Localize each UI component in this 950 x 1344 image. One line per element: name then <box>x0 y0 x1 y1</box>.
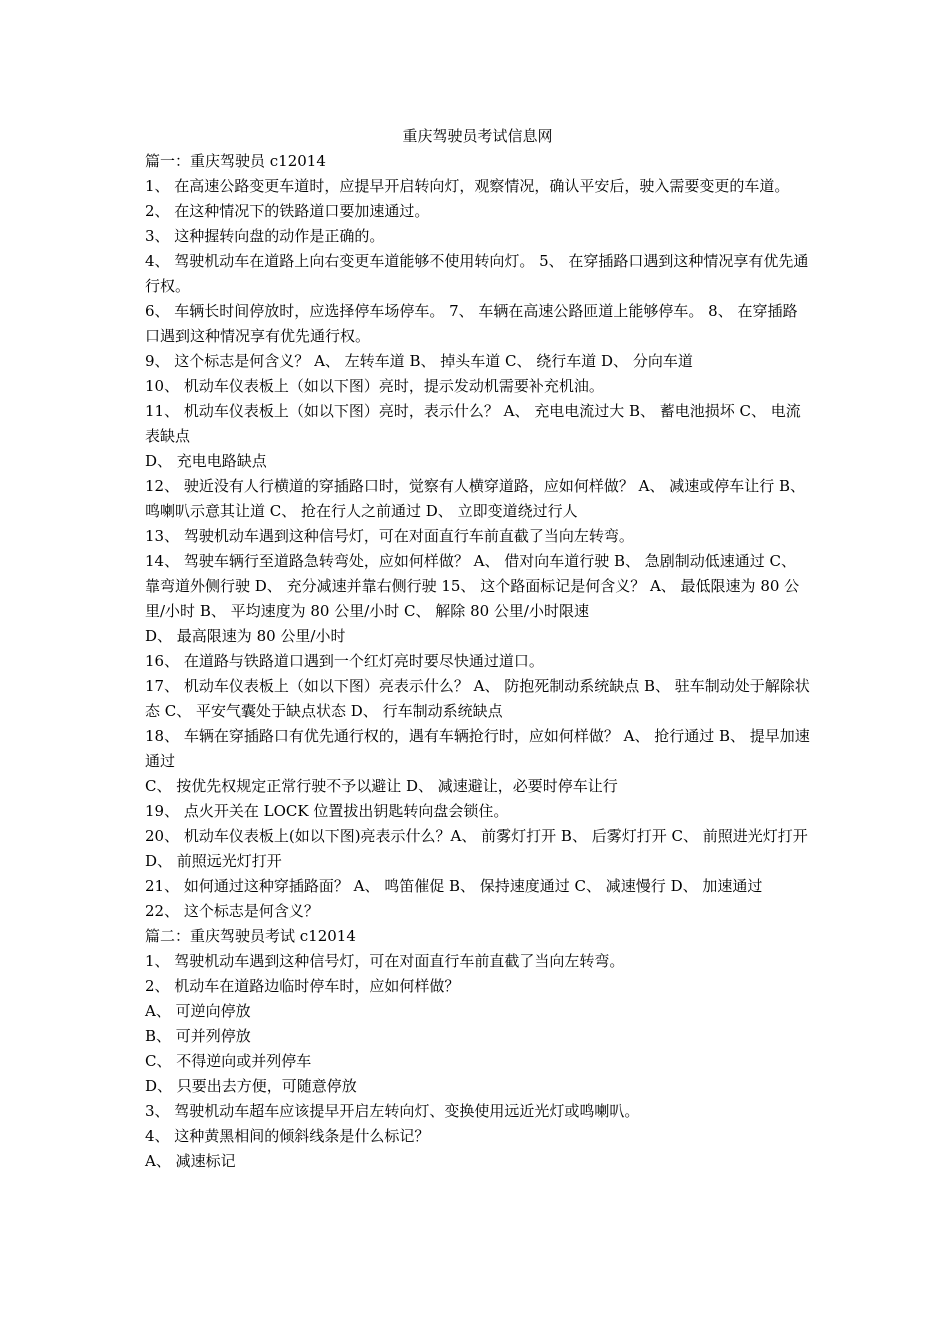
paragraph: D、 只要出去方便，可随意停放 <box>145 1077 357 1095</box>
paragraph: 1、 驾驶机动车遇到这种信号灯，可在对面直行车前直截了当向左转弯。 <box>145 952 625 970</box>
paragraph: 16、 在道路与铁路道口遇到一个红灯亮时要尽快通过道口。 <box>145 652 544 670</box>
paragraph: D、 最高限速为 80 公里/小时 <box>145 627 346 645</box>
paragraph: 13、 驾驶机动车遇到这种信号灯，可在对面直行车前直截了当向左转弯。 <box>145 527 634 545</box>
paragraph: 19、 点火开关在 LOCK 位置拔出钥匙转向盘会锁住。 <box>145 802 509 820</box>
paragraph: C、 不得逆向或并列停车 <box>145 1052 312 1070</box>
paragraph: 20、 机动车仪表板上(如以下图)亮表示什么？A、 前雾灯打开 B、 后雾灯打开 C、 前照进光灯打开 D、 前照远光灯打开 <box>145 827 808 870</box>
paragraph: B、 可并列停放 <box>145 1027 251 1045</box>
document-body <box>145 149 810 1174</box>
paragraph: A、 可逆向停放 <box>145 1002 251 1020</box>
paragraph: 14、 驾驶车辆行至道路急转弯处，应如何样做？ A、 借对向车道行驶 B、 急剧制动低速通过 C、 靠弯道外侧行驶 D、 充分减速并靠右侧行驶 15、 这个路面标记是何含义？ A、 最低限速为 80 公里/小时 B、 平均速度为 80 公里/小时 C、 解除 80 公里/小时限速 <box>145 552 800 620</box>
paragraph: 11、 机动车仪表板上（如以下图）亮时，表示什么？ A、 充电电流过大 B、 蓄电池损坏 C、 电流表缺点 <box>145 402 801 445</box>
document-title: 重庆驾驶员考试信息网 <box>402 127 553 145</box>
paragraph: 1、 在高速公路变更车道时，应提早开启转向灯，观察情况，确认平安后，驶入需要变更的车道。 <box>145 177 790 195</box>
paragraph: 12、 驶近没有人行横道的穿插路口时，觉察有人横穿道路，应如何样做？ A、 减速或停车让行 B、 鸣喇叭示意其让道 C、 抢在行人之前通过 D、 立即变道绕过行人 <box>145 477 806 520</box>
paragraph: 2、 在这种情况下的铁路道口要加速通过。 <box>145 202 430 220</box>
paragraph: 9、 这个标志是何含义？ A、 左转车道 B、 掉头车道 C、 绕行车道 D、 分向车道 <box>145 352 693 370</box>
paragraph: 21、 如何通过这种穿插路面？ A、 鸣笛催促 B、 保持速度通过 C、 减速慢行 D、 加速通过 <box>145 877 763 895</box>
paragraph: 3、 驾驶机动车超车应该提早开启左转向灯、变换使用远近光灯或鸣喇叭。 <box>145 1102 640 1120</box>
paragraph: 6、 车辆长时间停放时，应选择停车场停车。 7、 车辆在高速公路匝道上能够停车。 8、 在穿插路口遇到这种情况享有优先通行权。 <box>145 302 798 345</box>
paragraph: D、 充电电路缺点 <box>145 452 267 470</box>
paragraph: 2、 机动车在道路边临时停车时，应如何样做？ <box>145 977 460 995</box>
paragraph: C、 按优先权规定正常行驶不予以避让 D、 减速避让，必要时停车让行 <box>145 777 618 795</box>
document-page <box>145 124 810 1174</box>
paragraph: 22、 这个标志是何含义？ <box>145 902 319 920</box>
paragraph: 篇一：重庆驾驶员 c12014 <box>145 152 326 170</box>
paragraph: 篇二：重庆驾驶员考试 c12014 <box>145 927 356 945</box>
paragraph: 4、 驾驶机动车在道路上向右变更车道能够不使用转向灯。 5、 在穿插路口遇到这种情况享有优先通行权。 <box>145 252 809 295</box>
paragraph: 4、 这种黄黑相间的倾斜线条是什么标记？ <box>145 1127 430 1145</box>
paragraph: 17、 机动车仪表板上（如以下图）亮表示什么？ A、 防抱死制动系统缺点 B、 驻车制动处于解除状态 C、 平安气囊处于缺点状态 D、 行车制动系统缺点 <box>145 677 810 720</box>
paragraph: 18、 车辆在穿插路口有优先通行权的，遇有车辆抢行时，应如何样做？ A、 抢行通过 B、 提早加速通过 <box>145 727 810 770</box>
paragraph: 10、 机动车仪表板上（如以下图）亮时，提示发动机需要补充机油。 <box>145 377 604 395</box>
paragraph: 3、 这种握转向盘的动作是正确的。 <box>145 227 385 245</box>
paragraph: A、 减速标记 <box>145 1152 236 1170</box>
